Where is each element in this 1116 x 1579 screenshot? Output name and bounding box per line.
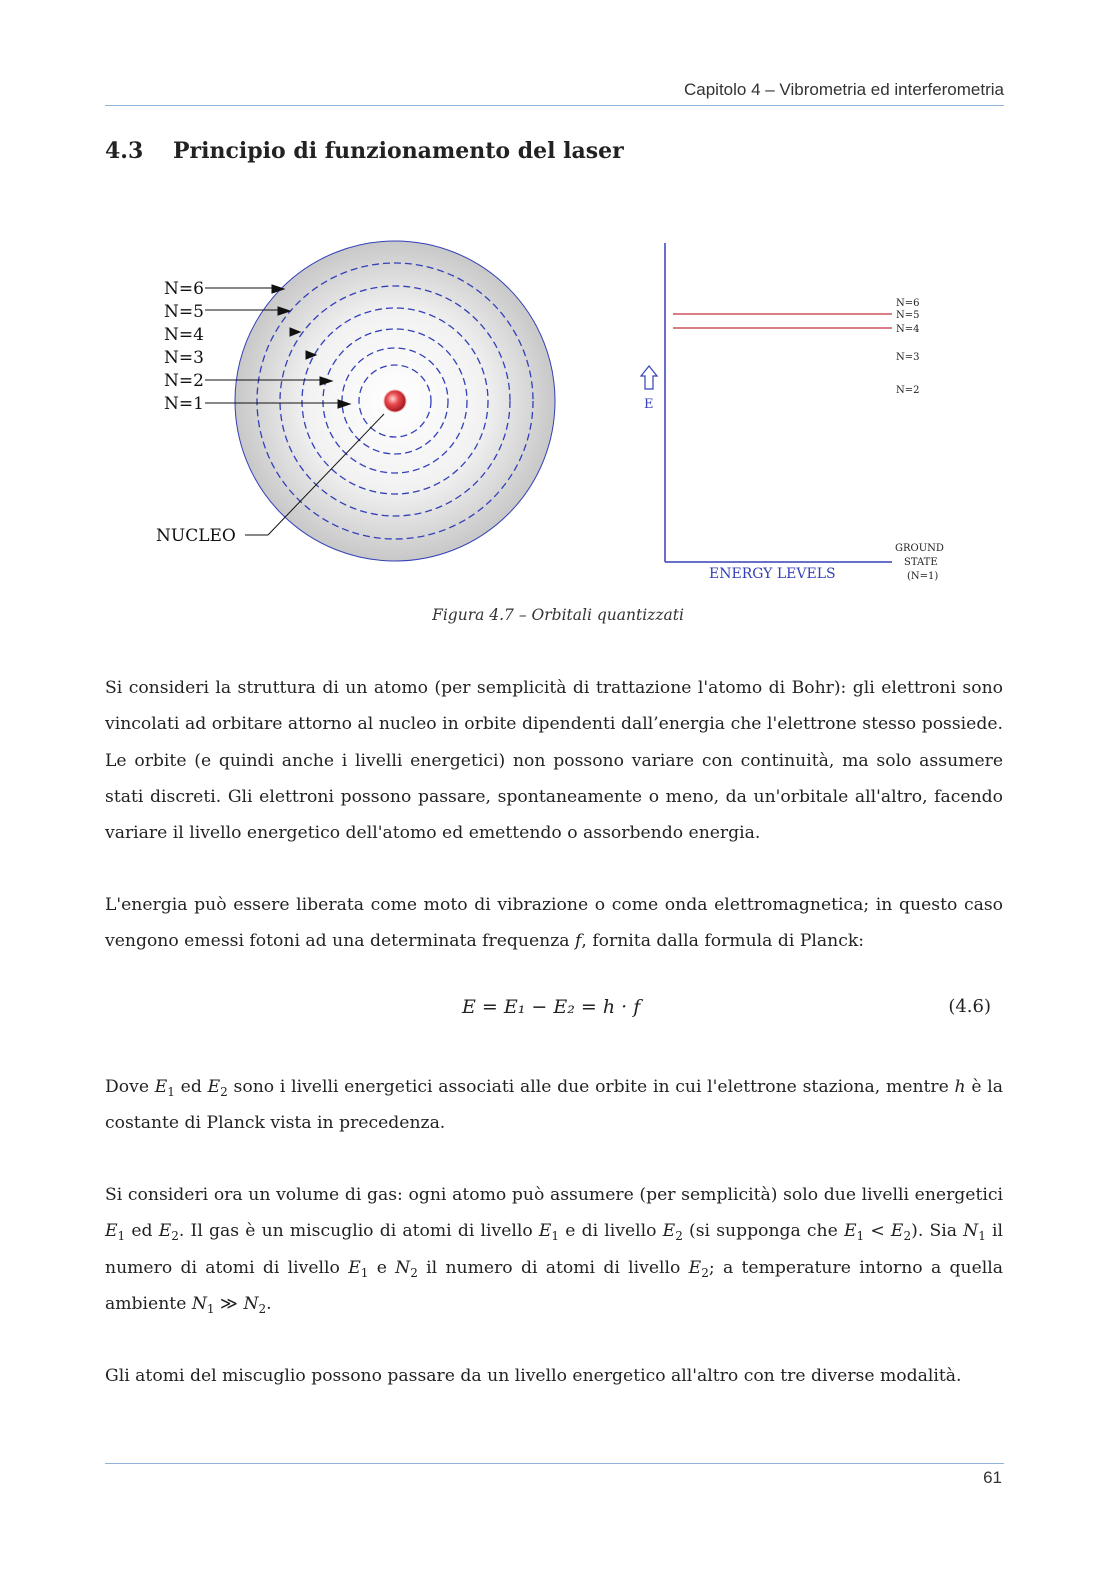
equation-body: E = E₁ − E₂ = h · f xyxy=(462,996,641,1018)
section-number: 4.3 xyxy=(105,138,144,164)
paragraph-modes: Gli atomi del miscuglio possono passare da un livello energetico all'altro con tre diverse modalità. xyxy=(105,1366,962,1386)
page-number: 61 xyxy=(983,1468,1002,1487)
figure-orbitals xyxy=(0,0,1116,640)
label-n4: N=4 xyxy=(164,325,204,345)
label-n3: N=3 xyxy=(164,348,204,368)
paragraph-planck: L'energia può essere liberata come moto di vibrazione o come onda elettromagnetica; in questo caso vengono emessi fotoni ad una determinata frequenza f, fornita dalla formula di Planck: xyxy=(105,895,1003,952)
ground-label-3: (N=1) xyxy=(907,571,939,582)
label-n2: N=2 xyxy=(164,371,204,391)
label-n6: N=6 xyxy=(164,279,204,299)
equation-4-6 xyxy=(0,996,1116,1026)
level-label-n2: N=2 xyxy=(896,385,920,396)
label-n5: N=5 xyxy=(164,302,204,322)
level-label-n4: N=4 xyxy=(896,324,920,335)
level-label-n5: N=5 xyxy=(896,310,920,321)
section-title: Principio di funzionamento del laser xyxy=(173,138,624,164)
level-label-n3: N=3 xyxy=(896,352,920,363)
footer-divider xyxy=(105,1463,1004,1464)
ground-label-2: STATE xyxy=(904,557,938,568)
nucleus xyxy=(384,390,406,412)
paragraph-levels: Dove $E_1$ ed $E_2$ sono i livelli energetici associati alle due orbite in cui l'elettrone staziona, mentre h è la costante di Planck vista in precedenza. xyxy=(105,1077,1004,1134)
level-label-n6: N=6 xyxy=(896,298,920,309)
axis-y-label: E xyxy=(644,397,654,412)
label-n1: N=1 xyxy=(164,394,204,414)
running-header: Capitolo 4 – Vibrometria ed interferometria xyxy=(683,80,1004,99)
figure-caption: Figura 4.7 – Orbitali quantizzati xyxy=(432,606,684,624)
energy-arrow-icon xyxy=(641,366,657,389)
label-nucleus: NUCLEO xyxy=(156,526,236,546)
axis-x-label: ENERGY LEVELS xyxy=(709,566,836,582)
paragraph-bohr-atom: Si consideri la struttura di un atomo (per semplicità di trattazione l'atomo di Bohr): gli elettroni sono vincolati ad orbitare attorno al nucleo in orbite dipendenti dall’energia che l'elettrone stesso possiede. Le orbite (e quindi anche i livelli energetici) non possono variare con continuità, ma solo assumere stati discreti. Gli elettroni possono passare, spontaneamente o meno, da un'orbitale all'altro, facendo variare il livello energetico dell'atomo ed emettendo o assorbendo energia. xyxy=(105,678,1003,844)
paragraph-gas: Si consideri ora un volume di gas: ogni atomo può assumere (per semplicità) solo due livelli energetici $E_1$ ed $E_2$. Il gas è un miscuglio di atomi di livello $E_1$ e di livello $E_2$ (si supponga che $E_1 < E_2$). Sia $N_1$ il numero di atomi di livello $E_1$ e $N_2$ il numero di atomi di livello $E_2$; a temperature intorno a quella ambiente $N_1$ ≫ $N_2$. xyxy=(105,1185,1004,1316)
equation-number: (4.6) xyxy=(948,996,991,1017)
ground-label-1: GROUND xyxy=(895,543,944,554)
